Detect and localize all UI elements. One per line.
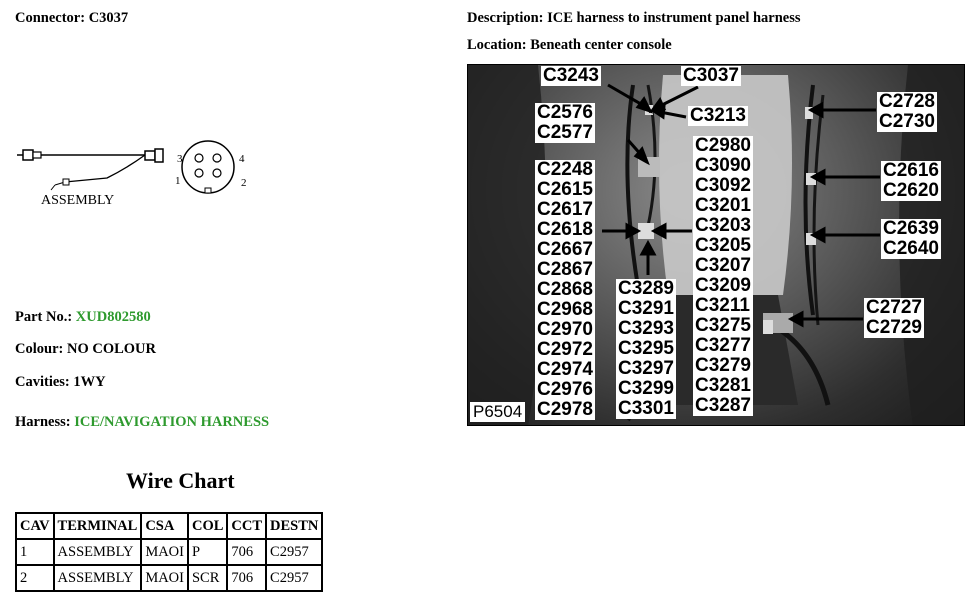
connector-code: C3281 xyxy=(695,375,751,396)
connector-code: C3201 xyxy=(695,195,751,216)
pin-2-label: 2 xyxy=(241,177,247,189)
pin-4-label: 4 xyxy=(239,153,245,165)
connector-code: C3293 xyxy=(618,318,674,339)
connector-code: C3287 xyxy=(695,395,751,416)
tag-c2576: C2576 xyxy=(537,102,593,123)
connector-code: C3297 xyxy=(618,358,674,379)
connector-code: C2868 xyxy=(537,279,593,300)
part-no-line xyxy=(15,309,151,326)
wire-chart-title: Wire Chart xyxy=(126,468,235,493)
harness-label: Harness: xyxy=(15,414,71,430)
cell-cct: 706 xyxy=(227,539,266,565)
connector-code: C3203 xyxy=(695,215,751,236)
header-terminal: TERMINAL xyxy=(54,513,142,539)
header-col: COL xyxy=(188,513,227,539)
connector-code: C3209 xyxy=(695,275,751,296)
cavities-line xyxy=(15,374,106,391)
tag-c2727-c2729 xyxy=(864,298,924,338)
connector-code: C3205 xyxy=(695,235,751,256)
connector-code: C2980 xyxy=(695,135,751,156)
table-row xyxy=(16,539,322,565)
cell-terminal: ASSEMBLY xyxy=(54,539,142,565)
colour-label: Colour: xyxy=(15,341,64,357)
connector-value: C3037 xyxy=(88,10,129,26)
connector-code: C3279 xyxy=(695,355,751,376)
header-csa: CSA xyxy=(141,513,188,539)
connector-code: C3207 xyxy=(695,255,751,276)
location-value: Beneath center console xyxy=(530,37,672,53)
tag-c2616-c2620 xyxy=(881,161,941,201)
connector-code: C2867 xyxy=(537,259,593,280)
table-row xyxy=(16,565,322,591)
header-cav: CAV xyxy=(16,513,54,539)
connector-code: C3090 xyxy=(695,155,751,176)
location-label: Location: xyxy=(467,37,527,53)
connector-code: C3092 xyxy=(695,175,751,196)
connector-code: C2615 xyxy=(537,179,593,200)
connector-label: Connector: xyxy=(15,10,86,26)
tag-c2577: C2577 xyxy=(537,122,593,143)
cell-csa: MAOI xyxy=(141,565,188,591)
wire-chart-table xyxy=(15,512,323,592)
tag-c2727: C2727 xyxy=(866,297,922,318)
tag-c2728: C2728 xyxy=(879,91,935,112)
left-connector-list xyxy=(535,160,595,420)
tag-c2616: C2616 xyxy=(883,160,939,181)
connector-code: C2978 xyxy=(537,399,593,420)
connector-code: C3301 xyxy=(618,398,674,419)
table-header-row xyxy=(16,513,322,539)
connector-code: C2972 xyxy=(537,339,593,360)
part-no-link[interactable]: XUD802580 xyxy=(75,309,151,325)
cell-cav: 2 xyxy=(16,565,54,591)
connector-code: C3277 xyxy=(695,335,751,356)
connector-diagram xyxy=(15,140,275,215)
cell-destn-link[interactable]: C2957 xyxy=(266,539,322,565)
cavities-value: 1WY xyxy=(73,374,106,390)
colour-value: NO COLOUR xyxy=(66,341,156,357)
description-value: ICE harness to instrument panel harness xyxy=(547,10,801,26)
tag-c2639-c2640 xyxy=(881,219,941,259)
pin-3-label: 3 xyxy=(177,153,183,165)
connector-code: C2968 xyxy=(537,299,593,320)
cell-col: SCR xyxy=(188,565,227,591)
connector-code: C3289 xyxy=(618,278,674,299)
cell-csa: MAOI xyxy=(141,539,188,565)
tag-c2620: C2620 xyxy=(883,180,939,201)
connector-code: C2976 xyxy=(537,379,593,400)
pin-1-label: 1 xyxy=(175,175,181,187)
right-connector-list xyxy=(693,136,753,416)
tag-c2639: C2639 xyxy=(883,218,939,239)
description-label: Description: xyxy=(467,10,544,26)
tag-c2729: C2729 xyxy=(866,317,922,338)
cell-cav: 1 xyxy=(16,539,54,565)
cell-col: P xyxy=(188,539,227,565)
colour-line xyxy=(15,341,156,358)
tag-c2728-c2730 xyxy=(877,92,937,132)
cell-cct: 706 xyxy=(227,565,266,591)
middle-connector-list xyxy=(616,279,676,419)
tag-c2576-c2577 xyxy=(535,103,595,143)
cavities-label: Cavities: xyxy=(15,374,70,390)
description-line xyxy=(467,10,801,27)
connector-code: C2970 xyxy=(537,319,593,340)
assembly-label: ASSEMBLY xyxy=(41,193,115,208)
connector-code: C3211 xyxy=(695,295,750,316)
location-photo xyxy=(467,64,965,426)
connector-code: C3299 xyxy=(618,378,674,399)
connector-code: C2974 xyxy=(537,359,593,380)
cell-terminal: ASSEMBLY xyxy=(54,565,142,591)
connector-line xyxy=(15,10,128,27)
part-no-label: Part No.: xyxy=(15,309,73,325)
header-cct: CCT xyxy=(227,513,266,539)
tag-c3037: C3037 xyxy=(683,65,739,86)
harness-link[interactable]: ICE/NAVIGATION HARNESS xyxy=(74,414,270,430)
tag-c2640: C2640 xyxy=(883,238,939,259)
harness-line xyxy=(15,414,269,431)
tag-c2730: C2730 xyxy=(879,111,935,132)
connector-code: C3275 xyxy=(695,315,751,336)
connector-code: C2617 xyxy=(537,199,593,220)
connector-code: C2248 xyxy=(537,159,593,180)
connector-code: C3295 xyxy=(618,338,674,359)
tag-c3213: C3213 xyxy=(690,105,746,126)
header-destn: DESTN xyxy=(266,513,322,539)
photo-reference: P6504 xyxy=(470,402,525,422)
cell-destn-link[interactable]: C2957 xyxy=(266,565,322,591)
connector-code: C2618 xyxy=(537,219,593,240)
connector-code: C2667 xyxy=(537,239,593,260)
tag-c3243: C3243 xyxy=(543,65,599,86)
location-line xyxy=(467,37,672,54)
connector-code: C3291 xyxy=(618,298,674,319)
